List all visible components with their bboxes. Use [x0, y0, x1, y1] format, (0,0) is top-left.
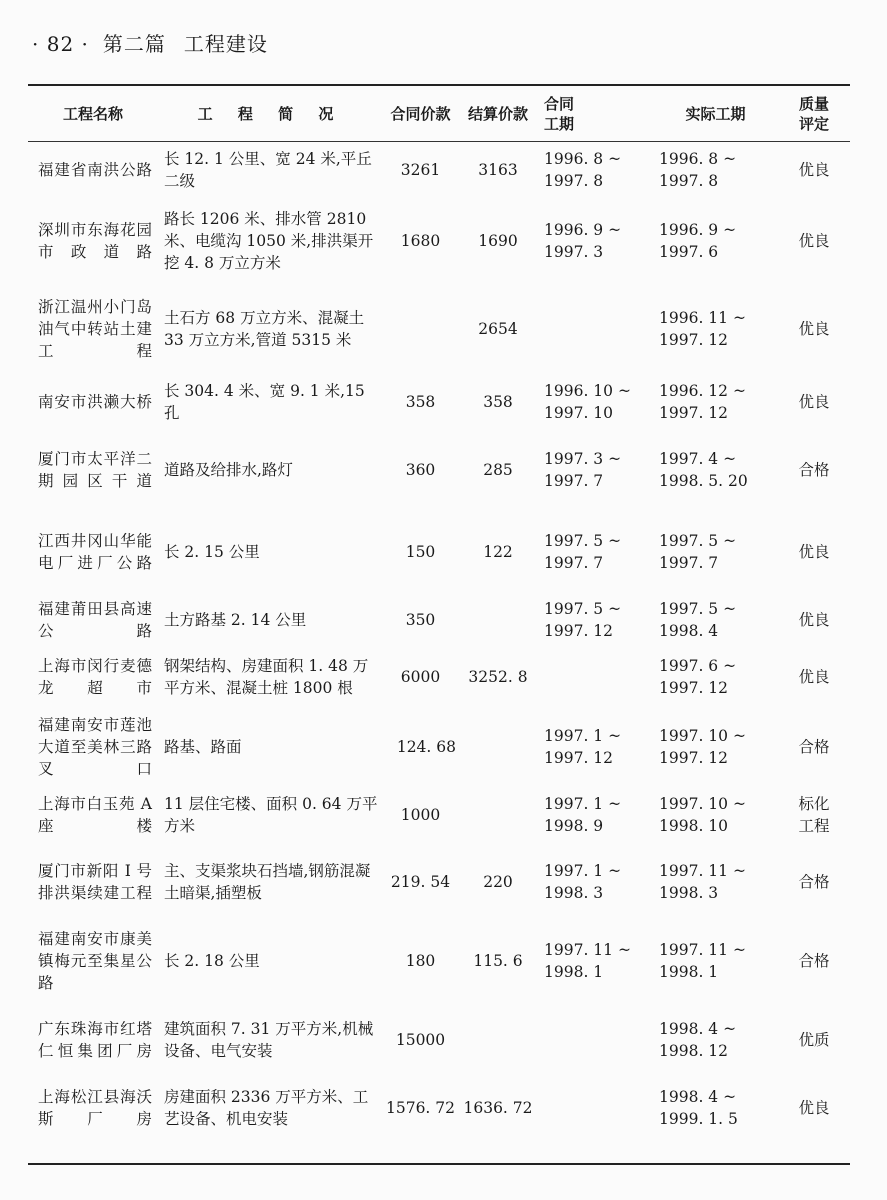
cell-actual-period: 1997. 6 ~ 1997. 12: [659, 657, 737, 697]
cell-quality-rating: 优良: [798, 232, 830, 250]
cell-contract-period: 1996. 8 ~ 1997. 8: [544, 150, 622, 190]
cell-quality-rating: 优良: [798, 393, 830, 411]
cell-actual-period: 1997. 11 ~ 1998. 1: [659, 941, 746, 981]
cell-contract-period: 1997. 1 ~ 1998. 3: [544, 862, 622, 902]
cell-project-name: 上海市闵行麦德龙超市: [38, 657, 152, 697]
cell-project-name: 福建省南洪公路: [38, 161, 152, 179]
table-row: [28, 843, 850, 921]
cell-contract-price: 124. 68: [396, 738, 456, 756]
cell-quality-rating: 优良: [798, 320, 830, 338]
cell-contract-period: 1997. 1 ~ 1998. 9: [544, 795, 622, 835]
cell-project-summary: 房建面积 2336 万平方米、工艺设备、机电安装: [164, 1088, 369, 1128]
cell-project-summary: 主、支渠浆块石挡墙,钢筋混凝土暗渠,插塑板: [164, 862, 371, 902]
cell-project-summary: 长 12. 1 公里、宽 24 米,平丘二级: [164, 150, 372, 190]
page-header: [32, 28, 268, 57]
cell-settlement-price: 1636. 72: [463, 1099, 533, 1117]
col-header-actual-period: 实际工期: [685, 104, 746, 123]
cell-contract-price: 1576. 72: [385, 1099, 456, 1117]
table-row: [28, 283, 850, 375]
cell-contract-price: 350: [405, 611, 436, 629]
cell-settlement-price: 122: [483, 543, 513, 561]
cell-quality-rating: 合格: [798, 738, 830, 756]
page-number: · 82 ·: [32, 32, 89, 56]
cell-settlement-price: [458, 1001, 538, 1079]
cell-actual-period: 1996. 8 ~ 1997. 8: [659, 150, 737, 190]
cell-settlement-price: 115. 6: [473, 952, 523, 970]
cell-quality-rating: 优质: [798, 1031, 830, 1049]
table-row: [28, 511, 850, 593]
cell-project-name: 广东珠海市红塔仁恒集团厂房: [38, 1020, 152, 1060]
cell-settlement-price: 2654: [478, 320, 518, 338]
table-row: [28, 1079, 850, 1137]
table-row: [28, 1001, 850, 1079]
col-header-settle-price: 结算价款: [467, 104, 528, 123]
cell-contract-period: [538, 1079, 653, 1137]
table-row: [28, 647, 850, 707]
cell-project-name: 上海松江县海沃斯厂房: [38, 1088, 152, 1128]
cell-project-name: 南安市洪濑大桥: [38, 393, 152, 411]
cell-actual-period: 1997. 5 ~ 1997. 7: [659, 532, 737, 572]
cell-contract-price: 358: [405, 393, 436, 411]
table-row: [28, 707, 850, 787]
part-title: 第二篇: [102, 32, 166, 56]
cell-settlement-price: 3163: [478, 161, 518, 179]
cell-contract-price: 6000: [400, 668, 441, 686]
cell-project-name: 厦门市太平洋二期园区干道: [38, 450, 152, 490]
cell-actual-period: 1997. 11 ~ 1998. 3: [659, 862, 746, 902]
cell-project-summary: 长 304. 4 米、宽 9. 1 米,15 孔: [164, 382, 365, 422]
table-bottom-rule: [28, 1163, 850, 1165]
cell-quality-rating: 合格: [798, 873, 830, 891]
projects-table: [28, 86, 850, 1137]
cell-contract-price: 180: [405, 952, 436, 970]
cell-project-summary: 建筑面积 7. 31 万平方米,机械设备、电气安装: [164, 1020, 374, 1060]
table-row: [28, 199, 850, 283]
cell-contract-period: [538, 283, 653, 375]
cell-quality-rating: 优良: [798, 543, 830, 561]
col-header-contract-period: 合同 工期: [544, 94, 575, 133]
cell-settlement-price: 1690: [478, 232, 518, 250]
cell-contract-period: 1997. 5 ~ 1997. 7: [544, 532, 622, 572]
cell-project-summary: 土石方 68 万立方米、混凝土 33 万立方米,管道 5315 米: [164, 309, 365, 349]
table-row: [28, 921, 850, 1001]
cell-project-summary: 长 2. 18 公里: [164, 952, 260, 970]
cell-project-name: 江西井冈山华能电厂进厂公路: [38, 532, 152, 572]
cell-project-name: 福建南安市康美镇梅元至集星公路: [38, 930, 152, 992]
cell-actual-period: 1997. 10 ~ 1997. 12: [659, 727, 746, 767]
cell-contract-period: [538, 647, 653, 707]
table-header-row: [28, 86, 850, 141]
cell-quality-rating: 合格: [798, 461, 830, 479]
cell-actual-period: 1997. 5 ~ 1998. 4: [659, 600, 737, 640]
cell-contract-period: 1996. 9 ~ 1997. 3: [544, 221, 622, 261]
cell-project-summary: 钢架结构、房建面积 1. 48 万平方米、混凝土桩 1800 根: [164, 657, 369, 697]
cell-contract-price: 15000: [395, 1031, 446, 1049]
table-row: [28, 787, 850, 843]
table-row: [28, 593, 850, 647]
cell-contract-price: 1000: [400, 806, 441, 824]
cell-project-name: 浙江温州小门岛油气中转站土建工程: [38, 298, 152, 360]
cell-quality-rating: 优良: [798, 611, 830, 629]
cell-contract-period: 1997. 5 ~ 1997. 12: [544, 600, 622, 640]
cell-settlement-price: 3252. 8: [468, 668, 528, 686]
col-header-desc: 工 程 简 况: [197, 104, 344, 123]
cell-project-summary: 路基、路面: [164, 738, 242, 756]
cell-project-summary: 土方路基 2. 14 公里: [164, 611, 307, 629]
cell-actual-period: 1996. 11 ~ 1997. 12: [659, 309, 746, 349]
cell-contract-price: 3261: [400, 161, 441, 179]
cell-contract-period: 1997. 3 ~ 1997. 7: [544, 450, 622, 490]
cell-contract-price: 1680: [400, 232, 441, 250]
col-header-contract-price: 合同价款: [390, 104, 451, 123]
cell-actual-period: 1996. 12 ~ 1997. 12: [659, 382, 746, 422]
cell-project-name: 厦门市新阳 I 号排洪渠续建工程: [38, 862, 152, 902]
cell-contract-period: 1997. 11 ~ 1998. 1: [544, 941, 631, 981]
cell-project-name: 深圳市东海花园市政道路: [38, 221, 152, 261]
cell-project-name: 福建莆田县高速公路: [38, 600, 152, 640]
cell-project-summary: 道路及给排水,路灯: [164, 461, 293, 479]
cell-contract-price: 219. 54: [390, 873, 451, 891]
cell-actual-period: 1996. 9 ~ 1997. 6: [659, 221, 737, 261]
chapter-title: 工程建设: [183, 32, 268, 56]
col-header-name: 工程名称: [62, 104, 123, 123]
cell-quality-rating: 标化 工程: [798, 795, 830, 835]
cell-settlement-price: 220: [483, 873, 513, 891]
cell-project-summary: 长 2. 15 公里: [164, 543, 260, 561]
cell-actual-period: 1998. 4 ~ 1998. 12: [659, 1020, 737, 1060]
cell-quality-rating: 优良: [798, 161, 830, 179]
cell-quality-rating: 优良: [798, 1099, 830, 1117]
cell-project-name: 上海市白玉苑 A 座楼: [38, 795, 152, 835]
cell-settlement-price: 285: [483, 461, 513, 479]
cell-settlement-price: [458, 593, 538, 647]
table-row: [28, 375, 850, 429]
cell-settlement-price: 358: [483, 393, 513, 411]
cell-contract-period: 1997. 1 ~ 1997. 12: [544, 727, 622, 767]
cell-settlement-price: [458, 787, 538, 843]
cell-project-name: 福建南安市莲池大道至美林三路叉口: [38, 716, 152, 778]
cell-actual-period: 1998. 4 ~ 1999. 1. 5: [659, 1088, 738, 1128]
cell-contract-price: [383, 283, 458, 375]
cell-project-summary: 路长 1206 米、排水管 2810 米、电缆沟 1050 米,排洪渠开挖 4. 8 万立方米: [164, 210, 374, 272]
cell-contract-period: 1996. 10 ~ 1997. 10: [544, 382, 631, 422]
table-row: [28, 141, 850, 199]
cell-settlement-price: [458, 707, 538, 787]
cell-contract-price: 360: [405, 461, 436, 479]
cell-actual-period: 1997. 10 ~ 1998. 10: [659, 795, 746, 835]
cell-quality-rating: 优良: [798, 668, 830, 686]
table-row: [28, 429, 850, 511]
cell-project-summary: 11 层住宅楼、面积 0. 64 万平方米: [164, 795, 378, 835]
cell-contract-price: 150: [405, 543, 436, 561]
cell-quality-rating: 合格: [798, 952, 830, 970]
col-header-quality: 质量 评定: [798, 94, 829, 133]
cell-contract-period: [538, 1001, 653, 1079]
cell-actual-period: 1997. 4 ~ 1998. 5. 20: [659, 450, 748, 490]
